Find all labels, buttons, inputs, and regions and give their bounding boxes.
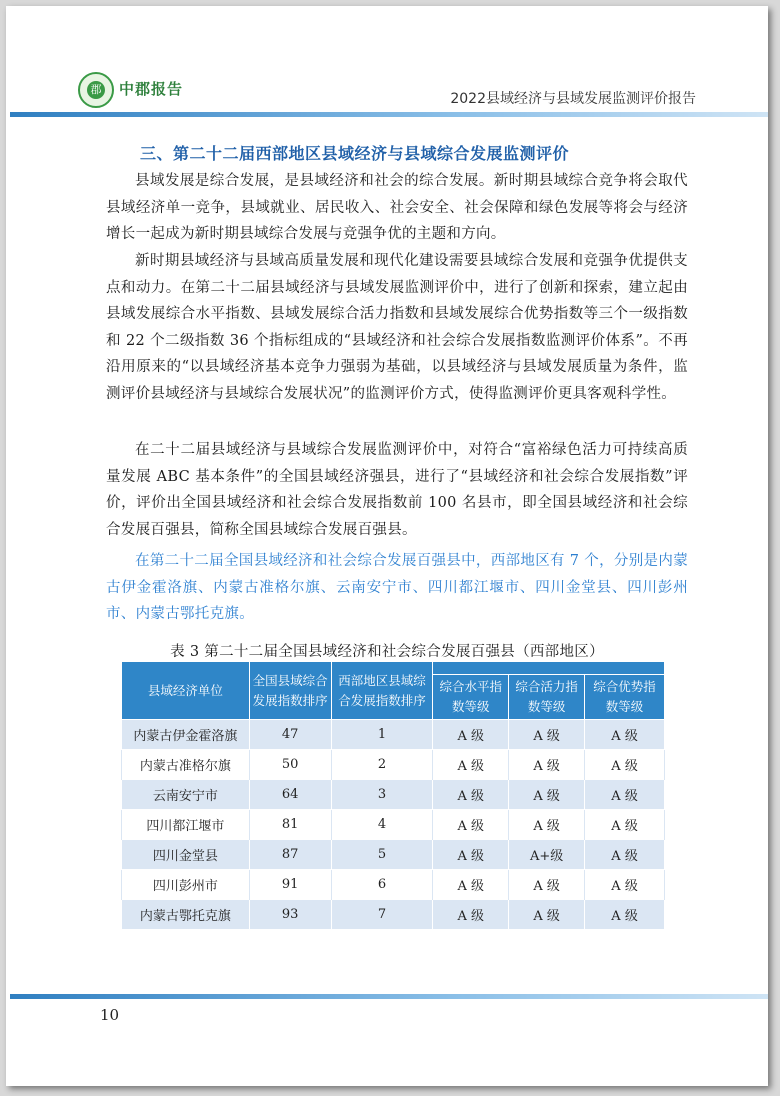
cell-level: A 级	[433, 810, 509, 840]
cell-national-rank: 64	[249, 780, 331, 810]
cell-vitality: A 级	[509, 810, 585, 840]
table-row	[122, 780, 665, 810]
paragraph-3: 在二十二届县域经济与县域综合发展监测评价中，对符合“富裕绿色活力可持续高质量发展 ABC 基本条件”的全国县域经济强县，进行了“县域经济和社会综合发展指数”评价，评价出全国县域经济和社会综合发展指数前 100 名县市，即全国县域经济和社会综合发展百强县，简称全国县域综合发展百强县。	[106, 442, 688, 538]
cell-advantage: A 级	[585, 870, 665, 900]
cell-unit: 四川金堂县	[122, 840, 250, 870]
cell-vitality: A 级	[509, 750, 585, 780]
cell-unit: 四川彭州市	[122, 870, 250, 900]
cell-west-rank: 6	[331, 870, 433, 900]
header-index-group	[433, 662, 665, 675]
paragraph-2: 新时期县域经济与县域高质量发展和现代化建设需要县域综合发展和竞强争优提供支点和动力。在第二十二届县域经济与县域发展监测评价中，进行了创新和探索，建立起由县域发展综合水平指数、县域发展综合活力指数和县域发展综合优势指数等三个一级指数和 22 个二级指数 36 个指标组成的“县域经济和社会综合发展指数监测评价体系”。不再沿用原来的“以县域经济基本竞争力强弱为基础，以县域经济与县域发展质量为条件，监测评价县域经济与县域综合发展状况”的监测评价方式，使得监测评价更具客观科学性。	[106, 253, 688, 402]
cell-national-rank: 47	[249, 720, 331, 750]
cell-advantage: A 级	[585, 780, 665, 810]
header-national-rank: 全国县域综合发展指数排序	[249, 662, 331, 720]
header-unit: 县域经济单位	[122, 662, 250, 720]
cell-level: A 级	[433, 840, 509, 870]
cell-unit: 内蒙古准格尔旗	[122, 750, 250, 780]
cell-national-rank: 87	[249, 840, 331, 870]
cell-west-rank: 5	[331, 840, 433, 870]
logo-mark: 郡	[87, 81, 105, 99]
report-title: 2022县域经济与县域发展监测评价报告	[450, 91, 696, 107]
cell-unit: 内蒙古鄂托克旗	[122, 900, 250, 930]
cell-unit: 四川都江堰市	[122, 810, 250, 840]
cell-west-rank: 7	[331, 900, 433, 930]
cell-west-rank: 2	[331, 750, 433, 780]
header-rule	[10, 112, 768, 117]
paragraph-1: 县域发展是综合发展，是县域经济和社会的综合发展。新时期县域综合竞争将会取代县域经济单一竞争，县域就业、居民收入、社会安全、社会保障和绿色发展等将会与经济增长一起成为新时期县域综合发展与竞强争优的主题和方向。	[106, 173, 688, 243]
table-row	[122, 870, 665, 900]
table-row	[122, 900, 665, 930]
header-vitality: 综合活力指数等级	[509, 675, 585, 720]
cell-national-rank: 93	[249, 900, 331, 930]
header-advantage: 综合优势指数等级	[585, 675, 665, 720]
cell-advantage: A 级	[585, 810, 665, 840]
ranking-table	[121, 661, 665, 930]
section-heading: 三、第二十二届西部地区县域经济与县域综合发展监测评价	[140, 144, 570, 163]
table-row	[122, 750, 665, 780]
cell-level: A 级	[433, 750, 509, 780]
cell-level: A 级	[433, 720, 509, 750]
cell-vitality: A 级	[509, 720, 585, 750]
cell-advantage: A 级	[585, 720, 665, 750]
cell-level: A 级	[433, 780, 509, 810]
cell-vitality: A 级	[509, 900, 585, 930]
cell-advantage: A 级	[585, 900, 665, 930]
header-west-rank: 西部地区县域综合发展指数排序	[331, 662, 433, 720]
cell-vitality: A 级	[509, 780, 585, 810]
table-caption: 表 3 第二十二届全国县域经济和社会综合发展百强县（西部地区）	[170, 644, 604, 660]
footer-rule	[10, 994, 768, 999]
header-level: 综合水平指数等级	[433, 675, 509, 720]
cell-vitality: A+级	[509, 840, 585, 870]
cell-advantage: A 级	[585, 840, 665, 870]
cell-unit: 内蒙古伊金霍洛旗	[122, 720, 250, 750]
cell-level: A 级	[433, 870, 509, 900]
table-row	[122, 840, 665, 870]
page-number: 10	[100, 1006, 120, 1024]
cell-advantage: A 级	[585, 750, 665, 780]
cell-level: A 级	[433, 900, 509, 930]
document-page	[6, 6, 768, 1086]
table-row	[122, 720, 665, 750]
cell-west-rank: 1	[331, 720, 433, 750]
cell-national-rank: 50	[249, 750, 331, 780]
logo-icon	[78, 72, 114, 108]
cell-west-rank: 4	[331, 810, 433, 840]
brand-name: 中郡报告	[119, 80, 184, 98]
cell-west-rank: 3	[331, 780, 433, 810]
cell-national-rank: 91	[249, 870, 331, 900]
cell-vitality: A 级	[509, 870, 585, 900]
paragraph-highlight: 在第二十二届全国县域经济和社会综合发展百强县中，西部地区有 7 个，分别是内蒙古伊金霍洛旗、内蒙古准格尔旗、云南安宁市、四川都江堰市、四川金堂县、四川彭州市、内蒙古鄂托克旗。	[106, 553, 688, 623]
table-row	[122, 810, 665, 840]
cell-unit: 云南安宁市	[122, 780, 250, 810]
cell-national-rank: 81	[249, 810, 331, 840]
